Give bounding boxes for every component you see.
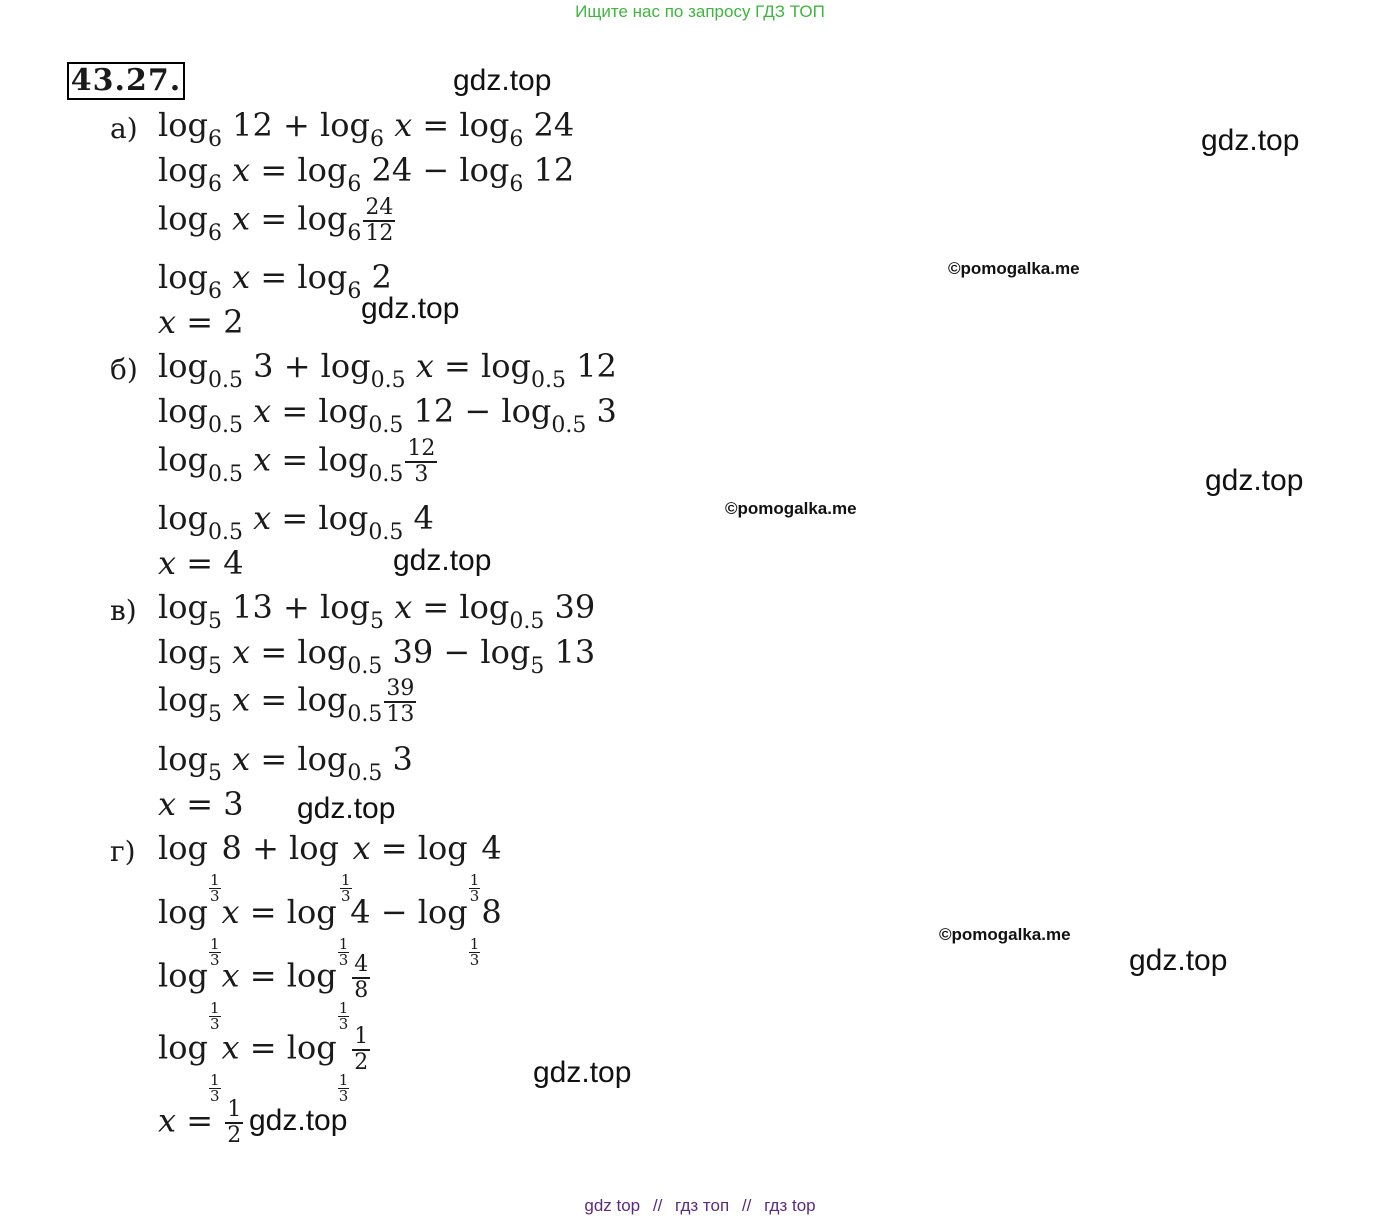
equation-line: $\log_5 13 + \log_5 x = \log_{0.5} 39$ [158, 588, 596, 634]
gdz-watermark: gdz.top [533, 1056, 632, 1089]
gdz-watermark: gdz.top [393, 544, 492, 577]
equation-line: $\log_5 x = \log_{0.5}$ $\frac{39}{13}$ [158, 676, 415, 727]
footer-link[interactable]: gdz top [584, 1196, 641, 1215]
equation-line: $\log_6 12 + \log_6 x = \log_6 24$ [158, 106, 575, 152]
part-label-g: г) [110, 835, 136, 868]
equation-line: log $\frac{1}{3}$ 8 + log $\frac{1}{3}$ x = log $\frac{1}{3}$ 4 [158, 829, 502, 905]
gdz-watermark: gdz.top [1205, 464, 1304, 497]
equation-line: x = 3 [158, 785, 244, 823]
gdz-watermark: gdz.top [249, 1104, 348, 1137]
equation-line: $\log_{0.5} 3 + \log_{0.5} x = \log_{0.5} 12$ [158, 347, 617, 393]
footer-separator: // [741, 1196, 752, 1215]
part-label-a: а) [110, 112, 138, 145]
gdz-watermark: gdz.top [1201, 124, 1300, 157]
equation-line: $\log_5 x = \log_{0.5} 3$ [158, 740, 413, 786]
top-banner[interactable]: Ищите нас по запросу ГДЗ ТОП [575, 2, 825, 21]
pomogalka-watermark: ©pomogalka.me [725, 499, 857, 518]
equation-line: $\log_5 x = \log_{0.5} 39 - \log_5 13$ [158, 633, 596, 679]
problem-number: 43.27. [67, 62, 185, 100]
equation-line: log $\frac{1}{3}$ x = log $\frac{1}{3}$ 4 − log $\frac{1}{3}$ 8 [158, 893, 502, 969]
equation-line: $\log_{0.5} x = \log_{0.5} 12 - \log_{0.5} 3$ [158, 392, 617, 438]
pomogalka-watermark: ©pomogalka.me [948, 259, 1080, 278]
equation-line: x = 2 [158, 303, 244, 341]
equation-line: $\log_6 x = \log_6$ $\frac{24}{12}$ [158, 195, 394, 246]
gdz-watermark: gdz.top [361, 292, 460, 325]
gdz-watermark: gdz.top [297, 792, 396, 825]
gdz-watermark: gdz.top [453, 64, 552, 97]
equation-line: x = 4 [158, 544, 244, 582]
footer-links [0, 1196, 1400, 1216]
equation-line: x = $\frac{1}{2}$ [158, 1097, 242, 1148]
equation-line: $\log_6 x = \log_6 24 - \log_6 12$ [158, 151, 575, 197]
equation-line: log $\frac{1}{3}$ x = log $\frac{1}{3}$ $\frac{1}{2}$ [158, 1024, 369, 1105]
equation-line: $\log_{0.5} x = \log_{0.5}$ $\frac{12}{3}$ [158, 436, 436, 487]
equation-line: $\log_{0.5} x = \log_{0.5} 4$ [158, 499, 434, 545]
part-label-v: в) [110, 594, 137, 627]
gdz-watermark: gdz.top [1129, 944, 1228, 977]
footer-link[interactable]: гдз топ [675, 1196, 730, 1215]
pomogalka-watermark: ©pomogalka.me [939, 925, 1071, 944]
equation-line: $\log_6 x = \log_6 2$ [158, 258, 392, 304]
footer-link[interactable]: гдз top [764, 1196, 816, 1215]
footer-separator: // [652, 1196, 663, 1215]
part-label-b: б) [110, 353, 138, 386]
equation-line: log $\frac{1}{3}$ x = log $\frac{1}{3}$ $\frac{4}{8}$ [158, 952, 369, 1033]
